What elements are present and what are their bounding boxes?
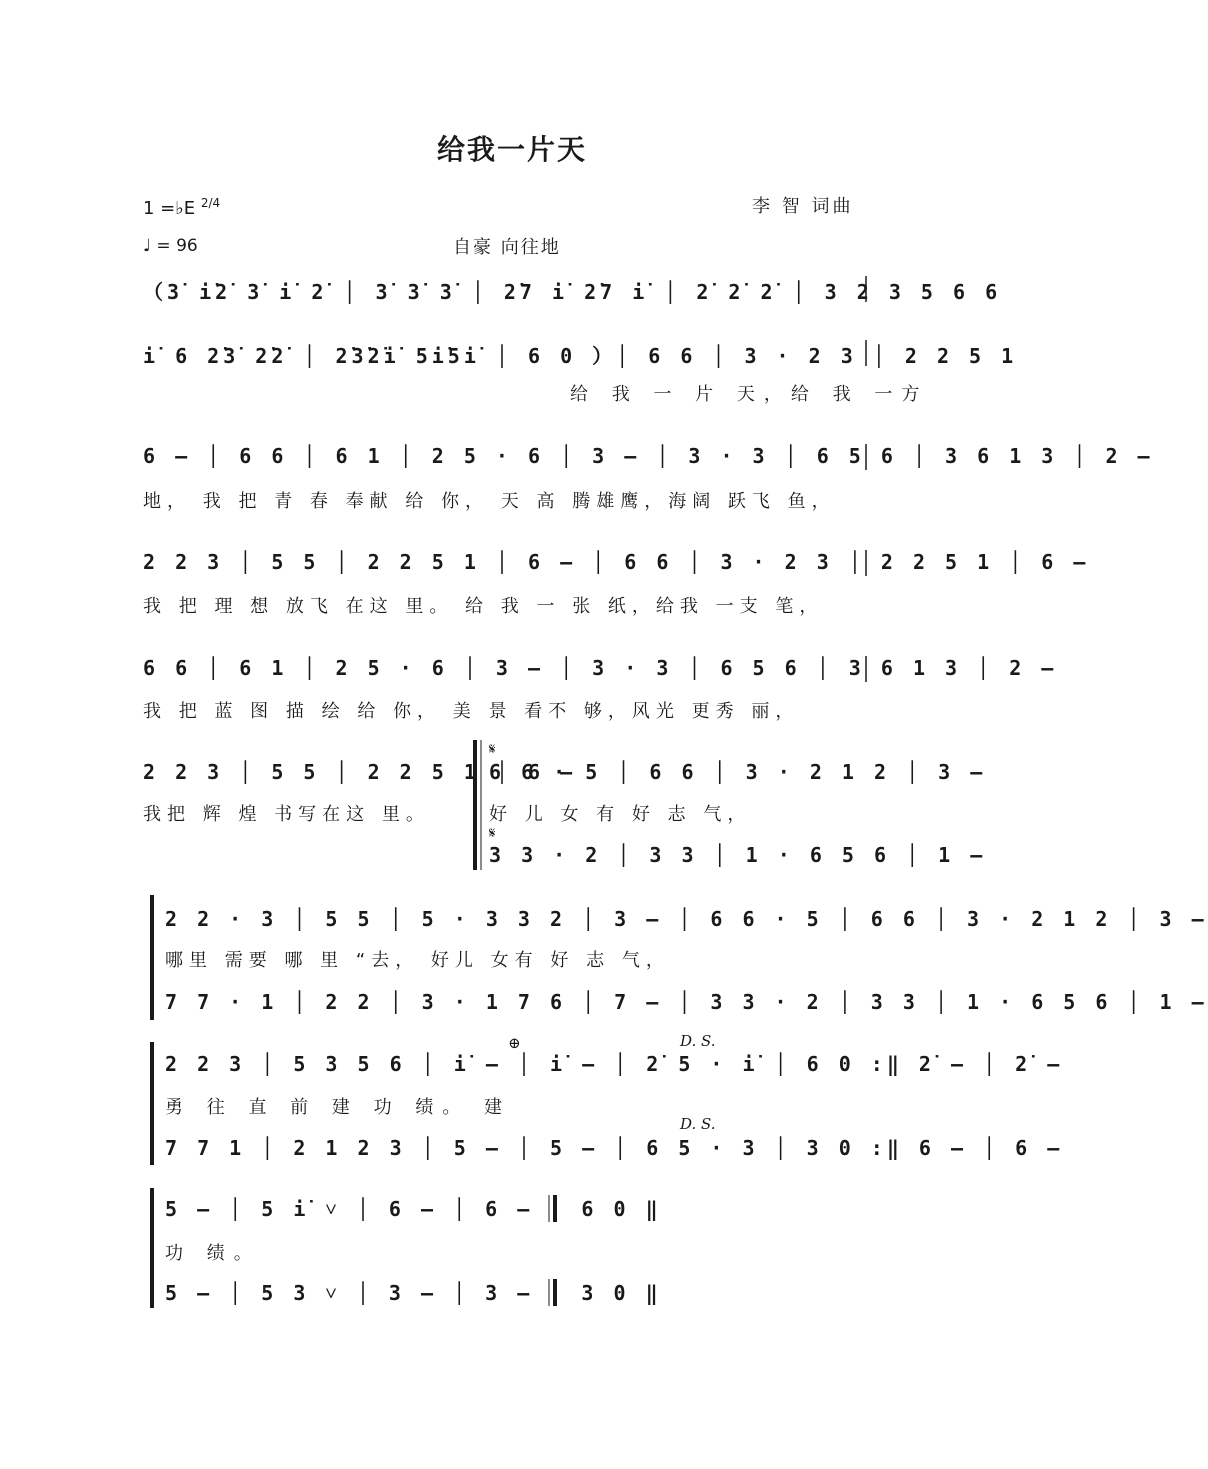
system-5-lyrics: 我 把 蓝 图 描 绘 给 你， 美 景 看不 够，风光 更秀 丽，: [143, 701, 800, 722]
system-7-lyrics: 好 儿 女 有 好 志 气，: [489, 804, 752, 825]
system-8-lyrics: 哪里 需要 哪 里 “去， 好儿 女有 好 志 气，: [165, 950, 670, 971]
system-9-lower-notes: 7 7 1 │ 2 1 2 3 │ 5 – │ 5 – │ 6 5 · 3 │ 3 0 :‖ 6 – │ 6 –: [165, 1136, 1064, 1160]
system-4-notes: 2 2 3 │ 5 5 │ 2 2 5 1 │ 6 – │ 6 6 │ 3 · 2 3 │ 2 2 5 1 │ 6 –: [143, 550, 1090, 574]
tempo-marking: ♩ = 96: [143, 236, 198, 256]
system-8-upper-notes: 2 2 · 3 │ 5 5 │ 5 · 3 3 2 │ 3 – │ 6 6 · 5 │ 6 6 │ 3 · 2 1 2 │ 3 –: [165, 907, 1208, 931]
composer-credit: 李 智 词曲: [752, 196, 854, 217]
system-10-upper-notes: 5 – │ 5 i̇ ˅ │ 6 – │ 6 – │ 6 0 ‖: [165, 1197, 662, 1221]
segno-lower: 𝄋: [489, 824, 496, 842]
system-2-lyrics: 给 我 一 片 天，给 我 一方: [570, 384, 929, 405]
system-10-lyrics: 功 绩。: [165, 1243, 261, 1264]
expression-marking: 自豪 向往地: [453, 237, 561, 258]
system-10-lower-notes: 5 – │ 5 3 ˅ │ 3 – │ 3 – │ 3 0 ‖: [165, 1281, 662, 1305]
system-7-upper-notes: 6 6 · 5 │ 6 6 │ 3 · 2 1 2 │ 3 –: [489, 760, 987, 784]
system-9-lyrics: 勇 往 直 前 建 功 绩。 建: [165, 1097, 512, 1118]
system-4-lyrics: 我 把 理 想 放飞 在这 里。 给 我 一 张 纸，给我 一支 笔，: [143, 596, 824, 617]
page-title: 给我一片天: [436, 133, 587, 166]
system-2-notes: i̇ 6 2̇3̇ 2̇2̇ │ 2̇3̇2̇i̇ 5i̇5i̇ │ 6 0 ）│ 6 6 │ 3 · 2 3 │ 2 2 5 1: [143, 344, 1018, 368]
system-3-notes: 6 – │ 6 6 │ 6 1 │ 2 5 · 6 │ 3 – │ 3 · 3 │ 6 5 6 │ 3 6 1 3 │ 2 –: [143, 444, 1154, 468]
system-7-lower-notes: 3 3 · 2 │ 3 3 │ 1 · 6 5 6 │ 1 –: [489, 843, 987, 867]
system-9-upper-notes: 2 2 3 │ 5 3 5 6 │ i̇ – │ i̇ – │ 2̇ 5 · i̇ │ 6 0 :‖ 2̇ – │ 2̇ –: [165, 1052, 1064, 1076]
segno-upper: 𝄋: [489, 740, 496, 758]
key-label: 1 =♭E: [143, 198, 196, 219]
time-signature: 2/4: [200, 196, 221, 210]
system-1-notes: （3̇ i̇2̇ 3̇ i̇ 2̇ │ 3̇ 3̇ 3̇ │ 2̇7 i̇ 2̇7 i̇ │ 2̇ 2̇ 2̇ │ 3 2 3 5 6 6: [143, 280, 1002, 304]
system-5-notes: 6 6 │ 6 1 │ 2 5 · 6 │ 3 – │ 3 · 3 │ 6 5 6 │ 3 6 1 3 │ 2 –: [143, 656, 1058, 680]
system-3-lyrics: 地， 我 把 青 春 奉献 给 你， 天 高 腾雄鹰，海阔 跃飞 鱼，: [143, 491, 836, 512]
coda-mark: ⊕: [508, 1034, 521, 1052]
system-6-notes: 2 2 3 │ 5 5 │ 2 2 5 1 │ 6 –: [143, 760, 577, 784]
system-8-lower-notes: 7 7 · 1 │ 2 2 │ 3 · 1 7 6 │ 7 – │ 3 3 · 2 │ 3 3 │ 1 · 6 5 6 │ 1 –: [165, 990, 1208, 1014]
system-6-lyrics: 我把 辉 煌 书写在这 里。: [143, 804, 430, 825]
ds-mark-lower: D. S.: [680, 1115, 716, 1133]
ds-mark-upper: D. S.: [680, 1032, 716, 1050]
